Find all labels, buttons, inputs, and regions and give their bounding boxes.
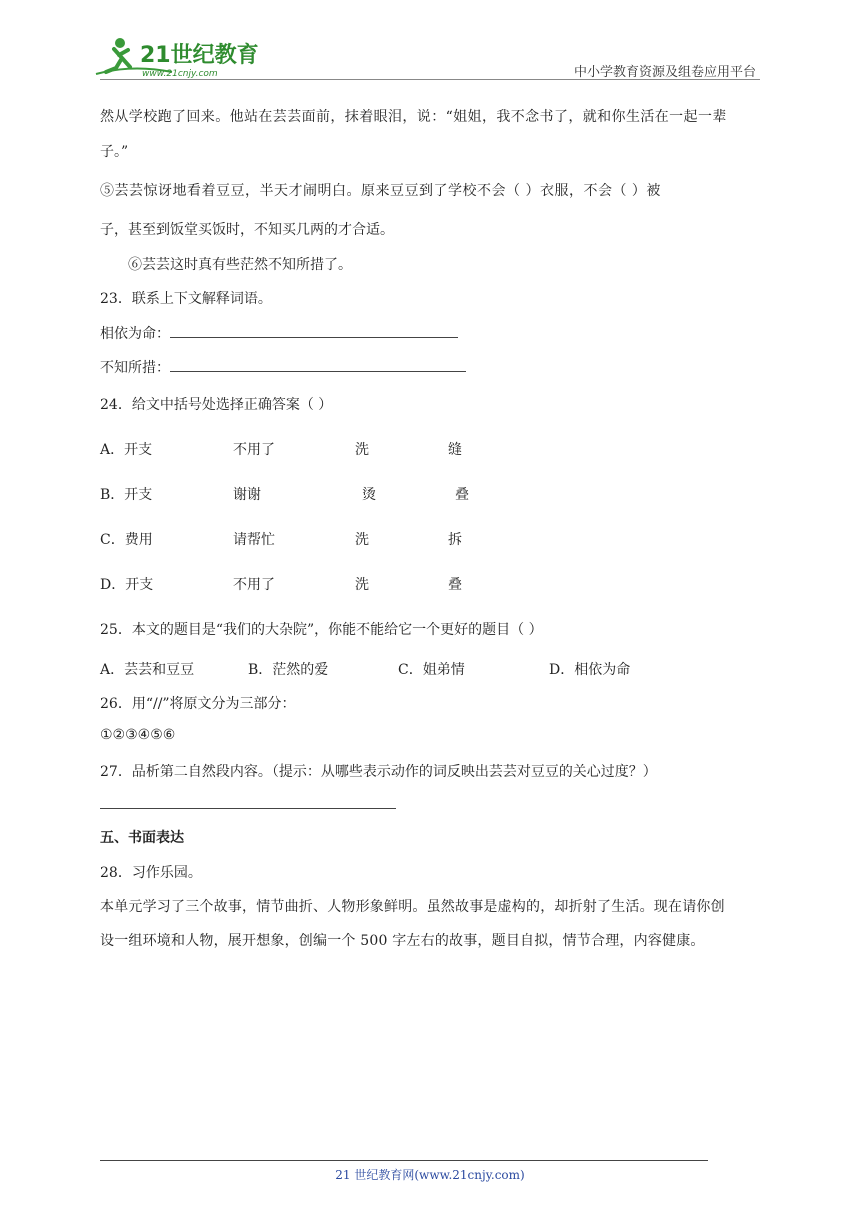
option-label[interactable]: D．开支	[100, 577, 154, 593]
question-26-stem: 26．用“//”将原文分为三部分：	[100, 696, 296, 712]
option-c[interactable]: C．姐弟情	[398, 662, 465, 678]
header-divider	[100, 79, 760, 80]
option-word: 请帮忙	[233, 532, 275, 548]
option-word: 不用了	[233, 442, 275, 458]
option-d[interactable]: D．相依为命	[549, 662, 631, 678]
paragraph-5-line-2: 子，甚至到饭堂买饭时，不知买几两的才合适。	[100, 222, 394, 238]
question-27-stem: 27．品析第二自然段内容。（提示：从哪些表示动作的词反映出芸芸对豆豆的关心过度？）	[100, 764, 657, 780]
footer-divider	[100, 1160, 708, 1161]
platform-name: 中小学教育资源及组卷应用平台	[573, 65, 756, 80]
answer-blank[interactable]	[170, 355, 466, 372]
answer-blank[interactable]	[170, 321, 458, 338]
question-28-line-2: 设一组环境和人物，展开想象，创编一个 500 字左右的故事，题目自拟，情节合理，内容健康。	[100, 933, 705, 949]
passage-line-2: 子。”	[100, 144, 129, 160]
option-word: 叠	[455, 487, 469, 503]
question-24-stem: 24．给文中括号处选择正确答案（ ）	[100, 397, 333, 413]
question-23-stem: 23．联系上下文解释词语。	[100, 291, 272, 307]
option-a[interactable]: A．芸芸和豆豆	[100, 662, 195, 678]
question-28-line-1: 本单元学习了三个故事，情节曲折、人物形象鲜明。虽然故事是虚构的，却折射了生活。现在请你创	[100, 899, 725, 915]
term-label: 相依为命：	[100, 326, 170, 342]
site-logo	[92, 34, 267, 82]
question-27-answer	[100, 792, 396, 813]
logo-text: 21世纪教育	[140, 43, 259, 68]
passage-line-1: 然从学校跑了回来。他站在芸芸面前，抹着眼泪，说：“姐姐，我不念书了，就和你生活在一起一辈	[100, 109, 727, 125]
option-word: 不用了	[233, 577, 275, 593]
question-23-b	[100, 355, 466, 377]
option-word: 拆	[448, 532, 462, 548]
option-label[interactable]: B．开支	[100, 487, 153, 503]
footer-link[interactable]: 21 世纪教育网(www.21cnjy.com)	[335, 1168, 525, 1182]
option-word: 洗	[355, 442, 369, 458]
option-word: 烫	[362, 487, 376, 503]
option-word: 叠	[448, 577, 462, 593]
option-word: 谢谢	[233, 487, 261, 503]
paragraph-6: ⑥芸芸这时真有些茫然不知所措了。	[128, 257, 352, 273]
logo-url: www.21cnjy.com	[142, 69, 218, 79]
question-25-stem: 25．本文的题目是“我们的大杂院”，你能不能给它一个更好的题目（ ）	[100, 622, 543, 638]
option-b[interactable]: B．茫然的爱	[248, 662, 329, 678]
term-label: 不知所措：	[100, 360, 170, 376]
section-title: 五、书面表达	[100, 830, 184, 846]
question-28-stem: 28．习作乐园。	[100, 865, 202, 881]
paragraph-markers: ①②③④⑤⑥	[100, 727, 176, 743]
option-label[interactable]: C．费用	[100, 532, 153, 548]
option-word: 洗	[355, 532, 369, 548]
paragraph-5-line-1: ⑤芸芸惊讶地看着豆豆，半天才闹明白。原来豆豆到了学校不会（ ）衣服，不会（ ）被	[100, 183, 661, 199]
option-word: 缝	[448, 442, 462, 458]
option-word: 洗	[355, 577, 369, 593]
option-label[interactable]: A．开支	[100, 442, 153, 458]
answer-blank[interactable]	[100, 792, 396, 809]
question-23-a	[100, 321, 458, 343]
